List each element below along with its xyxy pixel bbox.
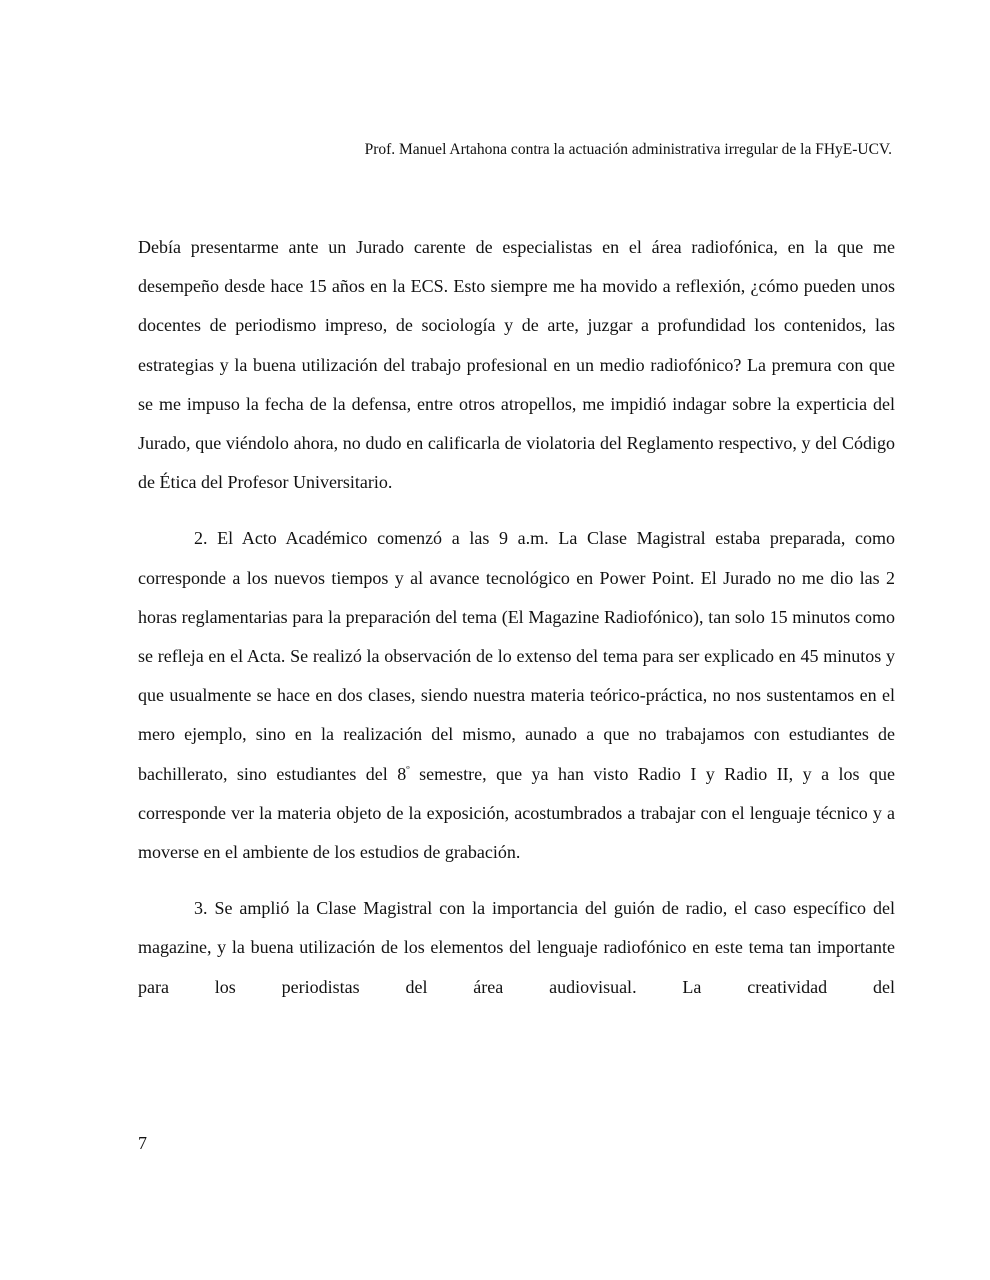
page-number: 7 [138,1133,147,1153]
paragraph-2 [138,519,895,872]
paragraph-1: Debía presentarme ante un Jurado carente de especialistas en el área radiofónica, en la que me desempeño desde hace 15 años en la ECS. Esto siempre me ha movido a reflexión, ¿cómo pueden unos docentes de periodismo impreso, de sociología y de arte, juzgar a profundidad los contenidos, las estrategias y la buena utilización del trabajo profesional en un medio radiofónico? La premura con que se me impuso la fecha de la defensa, entre otros atropellos, me impidió indagar sobre la experticia del Jurado, que viéndolo ahora, no dudo en calificarla de violatoria del Reglamento respectivo, y del Código de Ética del Profesor Universitario. [138,237,895,493]
running-header: Prof. Manuel Artahona contra la actuación administrativa irregular de la FHyE-UCV. [364,141,892,158]
ordinal-indicator: º [406,763,410,776]
paragraph-2-text-after-ordinal: semestre, que ya han visto Radio I y Radio II, y a los que corresponde ver la materia objeto de la exposición, acostumbrados a trabajar con el lenguaje técnico y a moverse en el ambiente de los estudios de grabación. [138,763,895,863]
paragraph-3: 3. Se amplió la Clase Magistral con la importancia del guión de radio, el caso específico del magazine, y la buena utilización de los elementos del lenguaje radiofónico en este tema tan importante para los periodistas del área audiovisual. La creatividad del [138,898,895,997]
paragraph-2-text-before-ordinal: 2. El Acto Académico comenzó a las 9 a.m. La Clase Magistral estaba preparada, como corresponde a los nuevos tiempos y al avance tecnológico en Power Point. El Jurado no me dio las 2 horas reglamentarias para la preparación del tema (El Magazine Radiofónico), tan solo 15 minutos como se refleja en el Acta. Se realizó la observación de lo extenso del tema para ser explicado en 45 minutos y que usualmente se hace en dos clases, siendo nuestra materia teórico-práctica, no nos sustentamos en el mero ejemplo, sino en la realización del mismo, aunado a que no trabajamos con estudiantes de bachillerato, sino estudiantes del 8 [138,528,895,784]
body-text [138,228,895,1007]
